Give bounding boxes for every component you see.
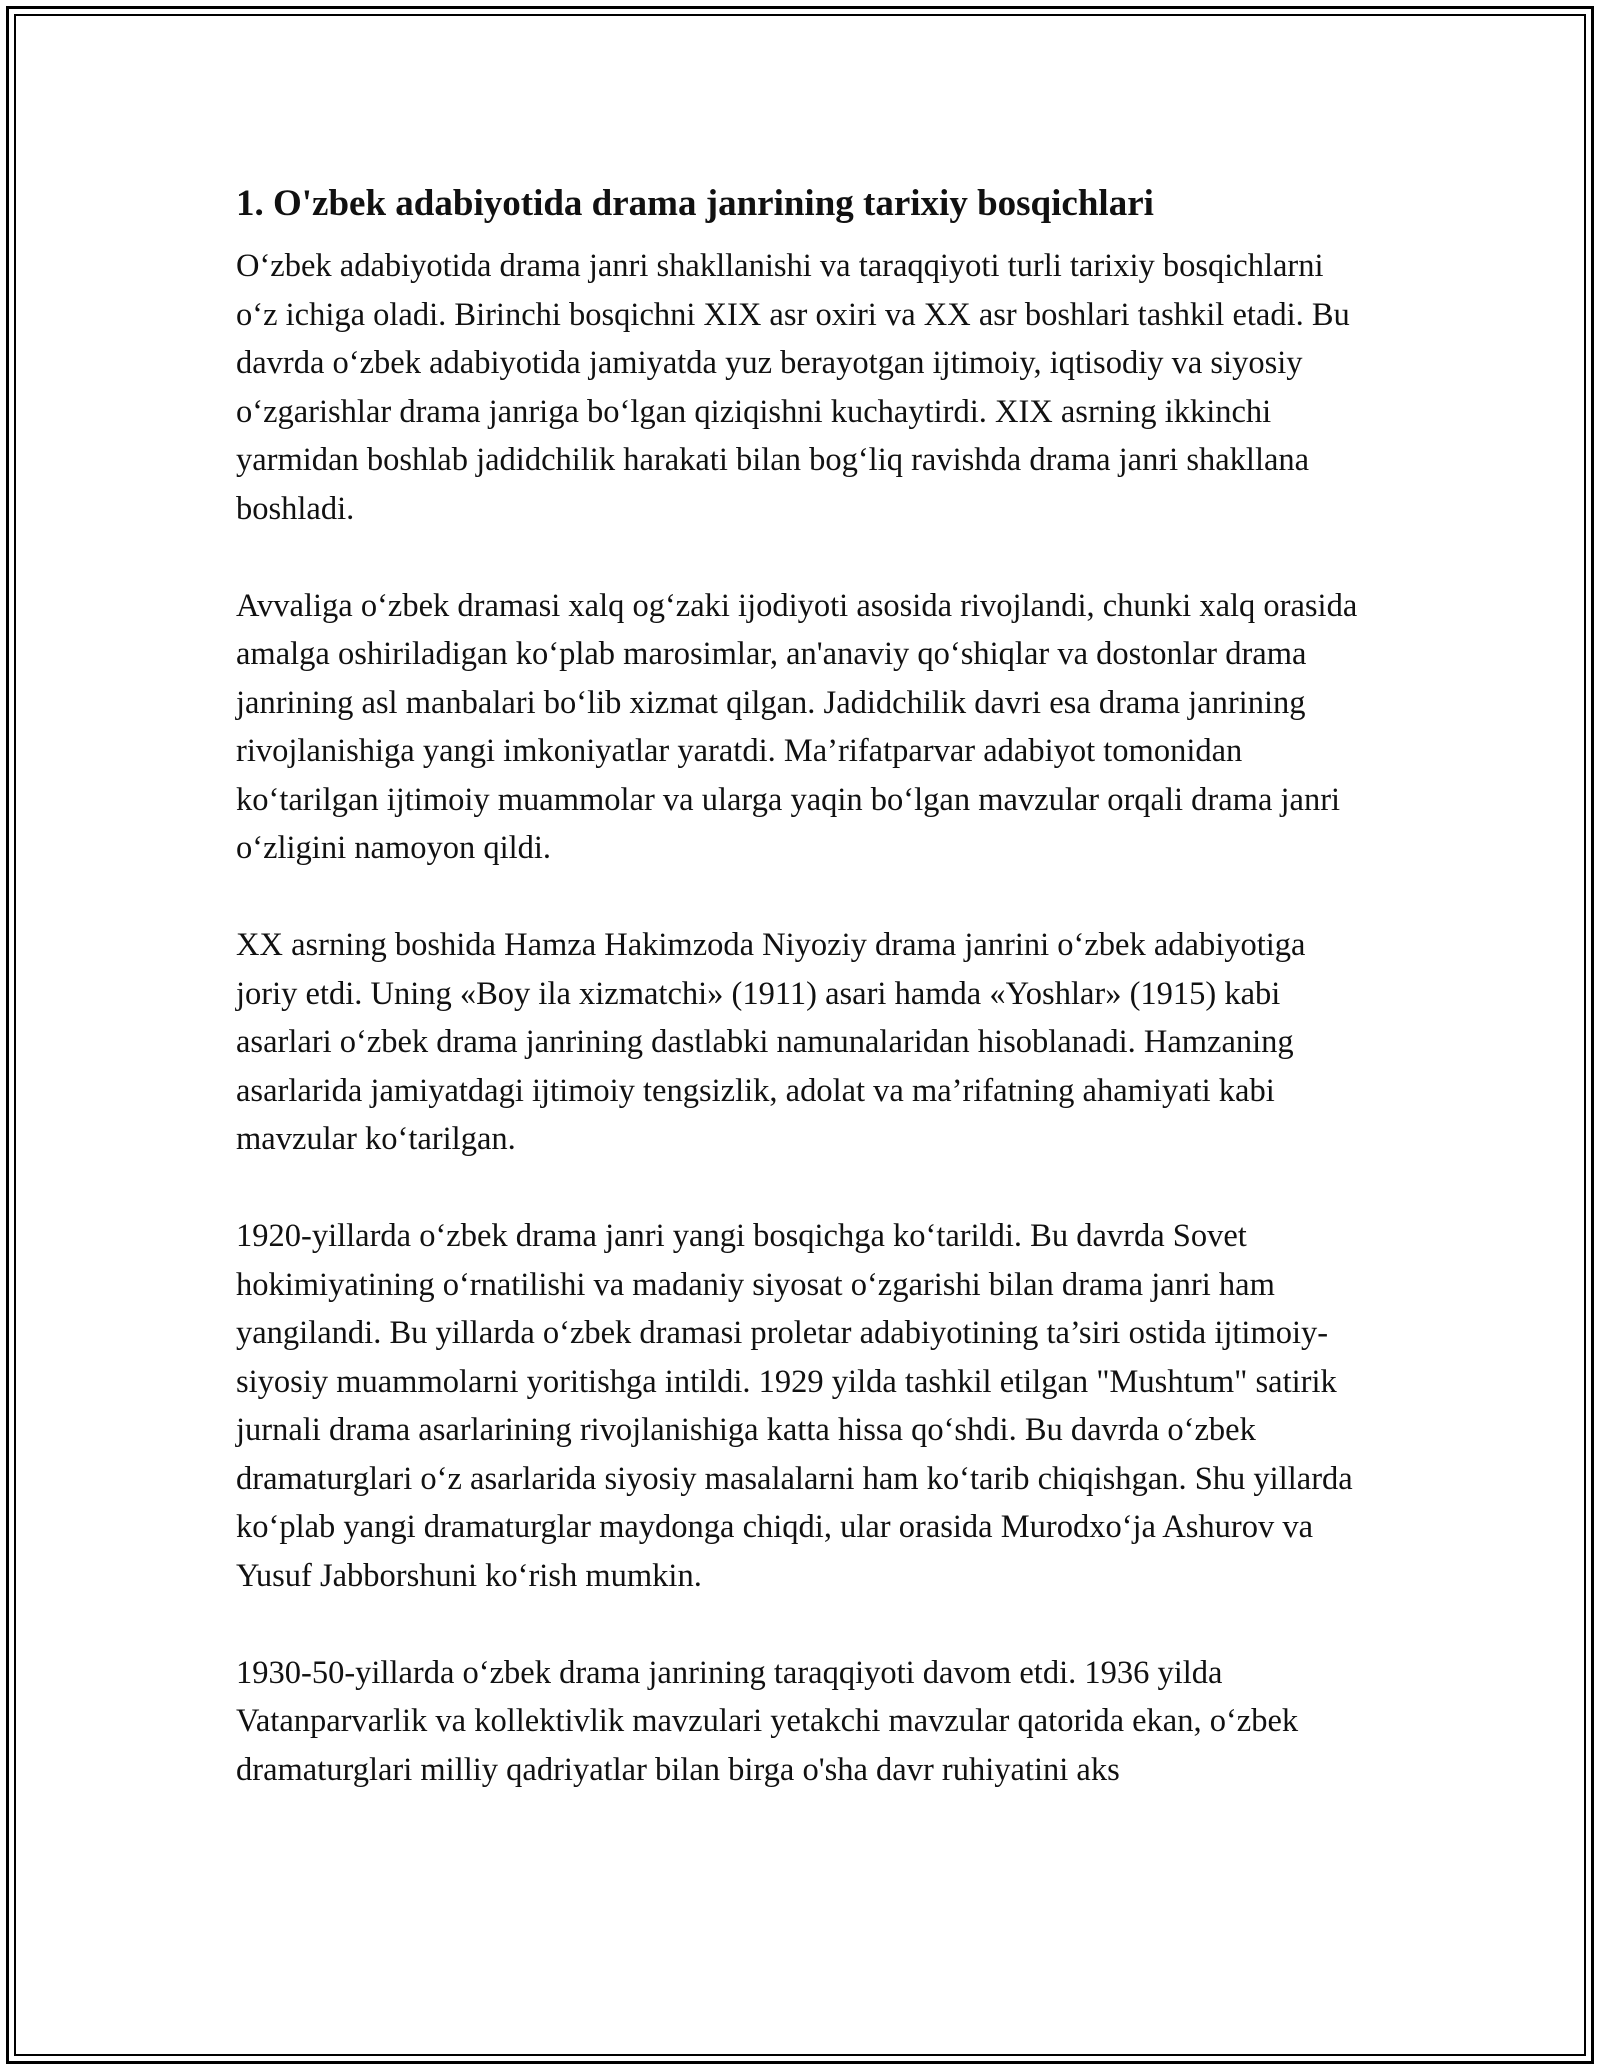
paragraph-2: Avvaliga oʻzbek dramasi xalq ogʻzaki ijodiyoti asosida rivojlandi, chunki xalq orasida amalga oshiriladigan koʻplab marosimlar, an'anaviy qoʻshiqlar va dostonlar drama janrining asl manbalari boʻlib xizmat qilgan. Jadidchilik davri esa drama janrining rivojlanishiga yangi imkoniyatlar yaratdi. Ma’rifatparvar adabiyot tomonidan koʻtarilgan ijtimoiy muammolar va ularga yaqin boʻlgan mavzular orqali drama janri oʻzligini namoyon qildi. [236,587,1358,866]
paragraph-4: 1920-yillarda oʻzbek drama janri yangi bosqichga koʻtarildi. Bu davrda Sovet hokimiyatining oʻrnatilishi va madaniy siyosat oʻzgarishi bilan drama janri ham yangilandi. Bu yillarda oʻzbek dramasi proletar adabiyotining ta’siri ostida ijtimoiy-siyosiy muammolarni yoritishga intildi. 1929 yilda tashkil etilgan "Mushtum" satirik jurnali drama asarlarining rivojlanishiga katta hissa qoʻshdi. Bu davrda oʻzbek dramaturglari oʻz asarlarida siyosiy masalalarni ham koʻtarib chiqishgan. Shu yillarda koʻplab yangi dramaturglar maydonga chiqdi, ular orasida Murodxoʻja Ashurov va Yusuf Jabborshuni koʻrish mumkin. [236,1218,1353,1594]
paragraph-1: Oʻzbek adabiyotida drama janri shakllanishi va taraqqiyoti turli tarixiy bosqichlarni oʻz ichiga oladi. Birinchi bosqichni XIX asr oxiri va XX asr boshlari tashkil etadi. Bu davrda oʻzbek adabiyotida jamiyatda yuz berayotgan ijtimoiy, iqtisodiy va siyosiy oʻzgarishlar drama janriga boʻlgan qiziqishni kuchaytirdi. XIX asrning ikkinchi yarmidan boshlab jadidchilik harakati bilan bogʻliq ravishda drama janri shakllana boshladi. [236,248,1350,527]
paragraph-5: 1930-50-yillarda oʻzbek drama janrining taraqqiyoti davom etdi. 1936 yilda Vatanparvarlik va kollektivlik mavzulari yetakchi mavzular qatorida ekan, oʻzbek dramaturglari milliy qadriyatlar bilan birga o'sha davr ruhiyatini aks [236,1654,1299,1788]
document-body [236,178,1366,1843]
section-title: 1. O'zbek adabiyotida drama janrining tarixiy bosqichlari [236,183,1154,224]
paragraph-3: XX asrning boshida Hamza Hakimzoda Niyoziy drama janrini oʻzbek adabiyotiga joriy etdi. Uning «Boy ila xizmatchi» (1911) asari hamda «Yoshlar» (1915) kabi asarlari oʻzbek drama janrining dastlabki namunalaridan hisoblanadi. Hamzaning asarlarida jamiyatdagi ijtimoiy tengsizlik, adolat va ma’rifatning ahamiyati kabi mavzular koʻtarilgan. [236,927,1306,1157]
